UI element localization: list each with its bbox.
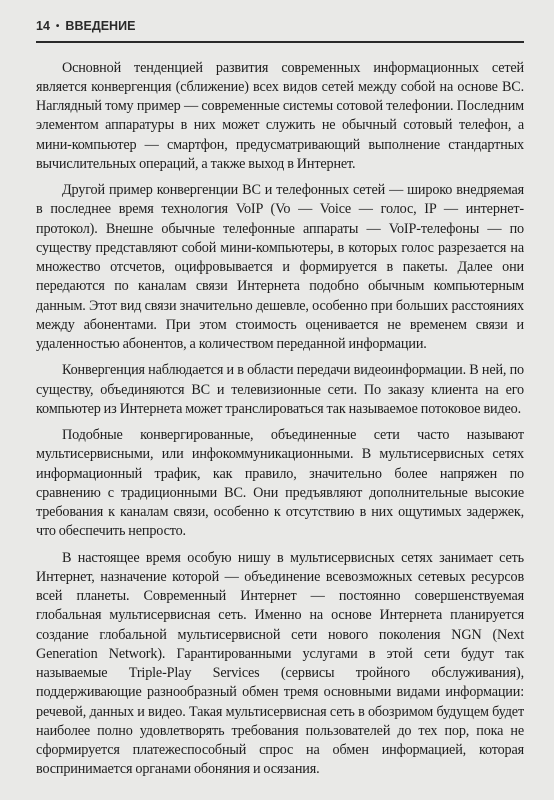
header-rule: [36, 41, 524, 43]
running-header: [36, 17, 524, 35]
paragraph: Подобные конвергированные, объединенные сети часто называют мультисервисными, или инфокоммуникационными. В мультисервисных сетях информационный трафик, как правило, значительно более напряжен по сравнению с традиционными ВС. Они предъявляют дополнительные высокие требования к каналам связи, особенно к отсутствию в них ощутимых задержек, что обеспечить непросто.: [36, 427, 524, 540]
body-text: [36, 59, 524, 780]
paragraph: Основной тенденцией развития современных информационных сетей является конвергенция (сближение) всех видов сетей между собой на основе ВС. Наглядный тому пример — современные системы сотовой телефонии. Последним элементом аппаратуры в них может служить не обычный сотовый телефон, а мини-компьютер — смартфон, предусматривающий выполнение стандартных вычислительных операций, а также выход в Интернет.: [36, 59, 524, 172]
paragraph: Другой пример конвергенции ВС и телефонных сетей — широко внедряемая в последнее время технология VoIP (Vo — Voice — голос, IP — интернет-протокол). Внешне обычные телефонные аппараты — VoIP-телефоны — по существу представляют собой мини-компьютеры, в которых голос разрезается на множество отсчетов, оцифровывается и формируется в пакеты. Далее они передаются по каналам связи Интернета подобно обычным компьютерным данным. Этот вид связи значительно дешевле, особенно при больших расстояниях между абонентами. При этом стоимость оценивается не временем связи и удаленностью абонентов, а количеством переданной информации.: [36, 182, 524, 352]
header-separator: •: [55, 20, 60, 32]
paragraph: Конвергенция наблюдается и в области передачи видеоинформации. В ней, по существу, объединяются ВС и телевизионные сети. По заказу клиента на его компьютер из Интернета может транслироваться так называемое потоковое видео.: [36, 362, 524, 417]
paragraph: В настоящее время особую нишу в мультисервисных сетях занимает сеть Интернет, назначение которой — объединение всевозможных сетевых ресурсов всей планеты. Современный Интернет — постоянно совершенствуемая глобальная мультисервисная сеть. Именно на основе Интернета планируется создание глобальной мультисервисной сети нового поколения NGN (Next Generation Network). Гарантированными услугами в этой сети будут так называемые Triple-Play Services (сервисы тройного обслуживания), поддерживающие разнообразный обмен тремя основными видами информации: речевой, данных и видео. Такая мультисервисная сеть в обозримом будущем будет наиболее полно удовлетворять требования пользователей до тех пор, пока не сформируется платежеспособный спрос на обмен информацией, которая воспринимается органами обоняния и осязания.: [36, 549, 524, 778]
page-number: 14: [36, 19, 50, 33]
section-title: ВВЕДЕНИЕ: [65, 19, 136, 33]
